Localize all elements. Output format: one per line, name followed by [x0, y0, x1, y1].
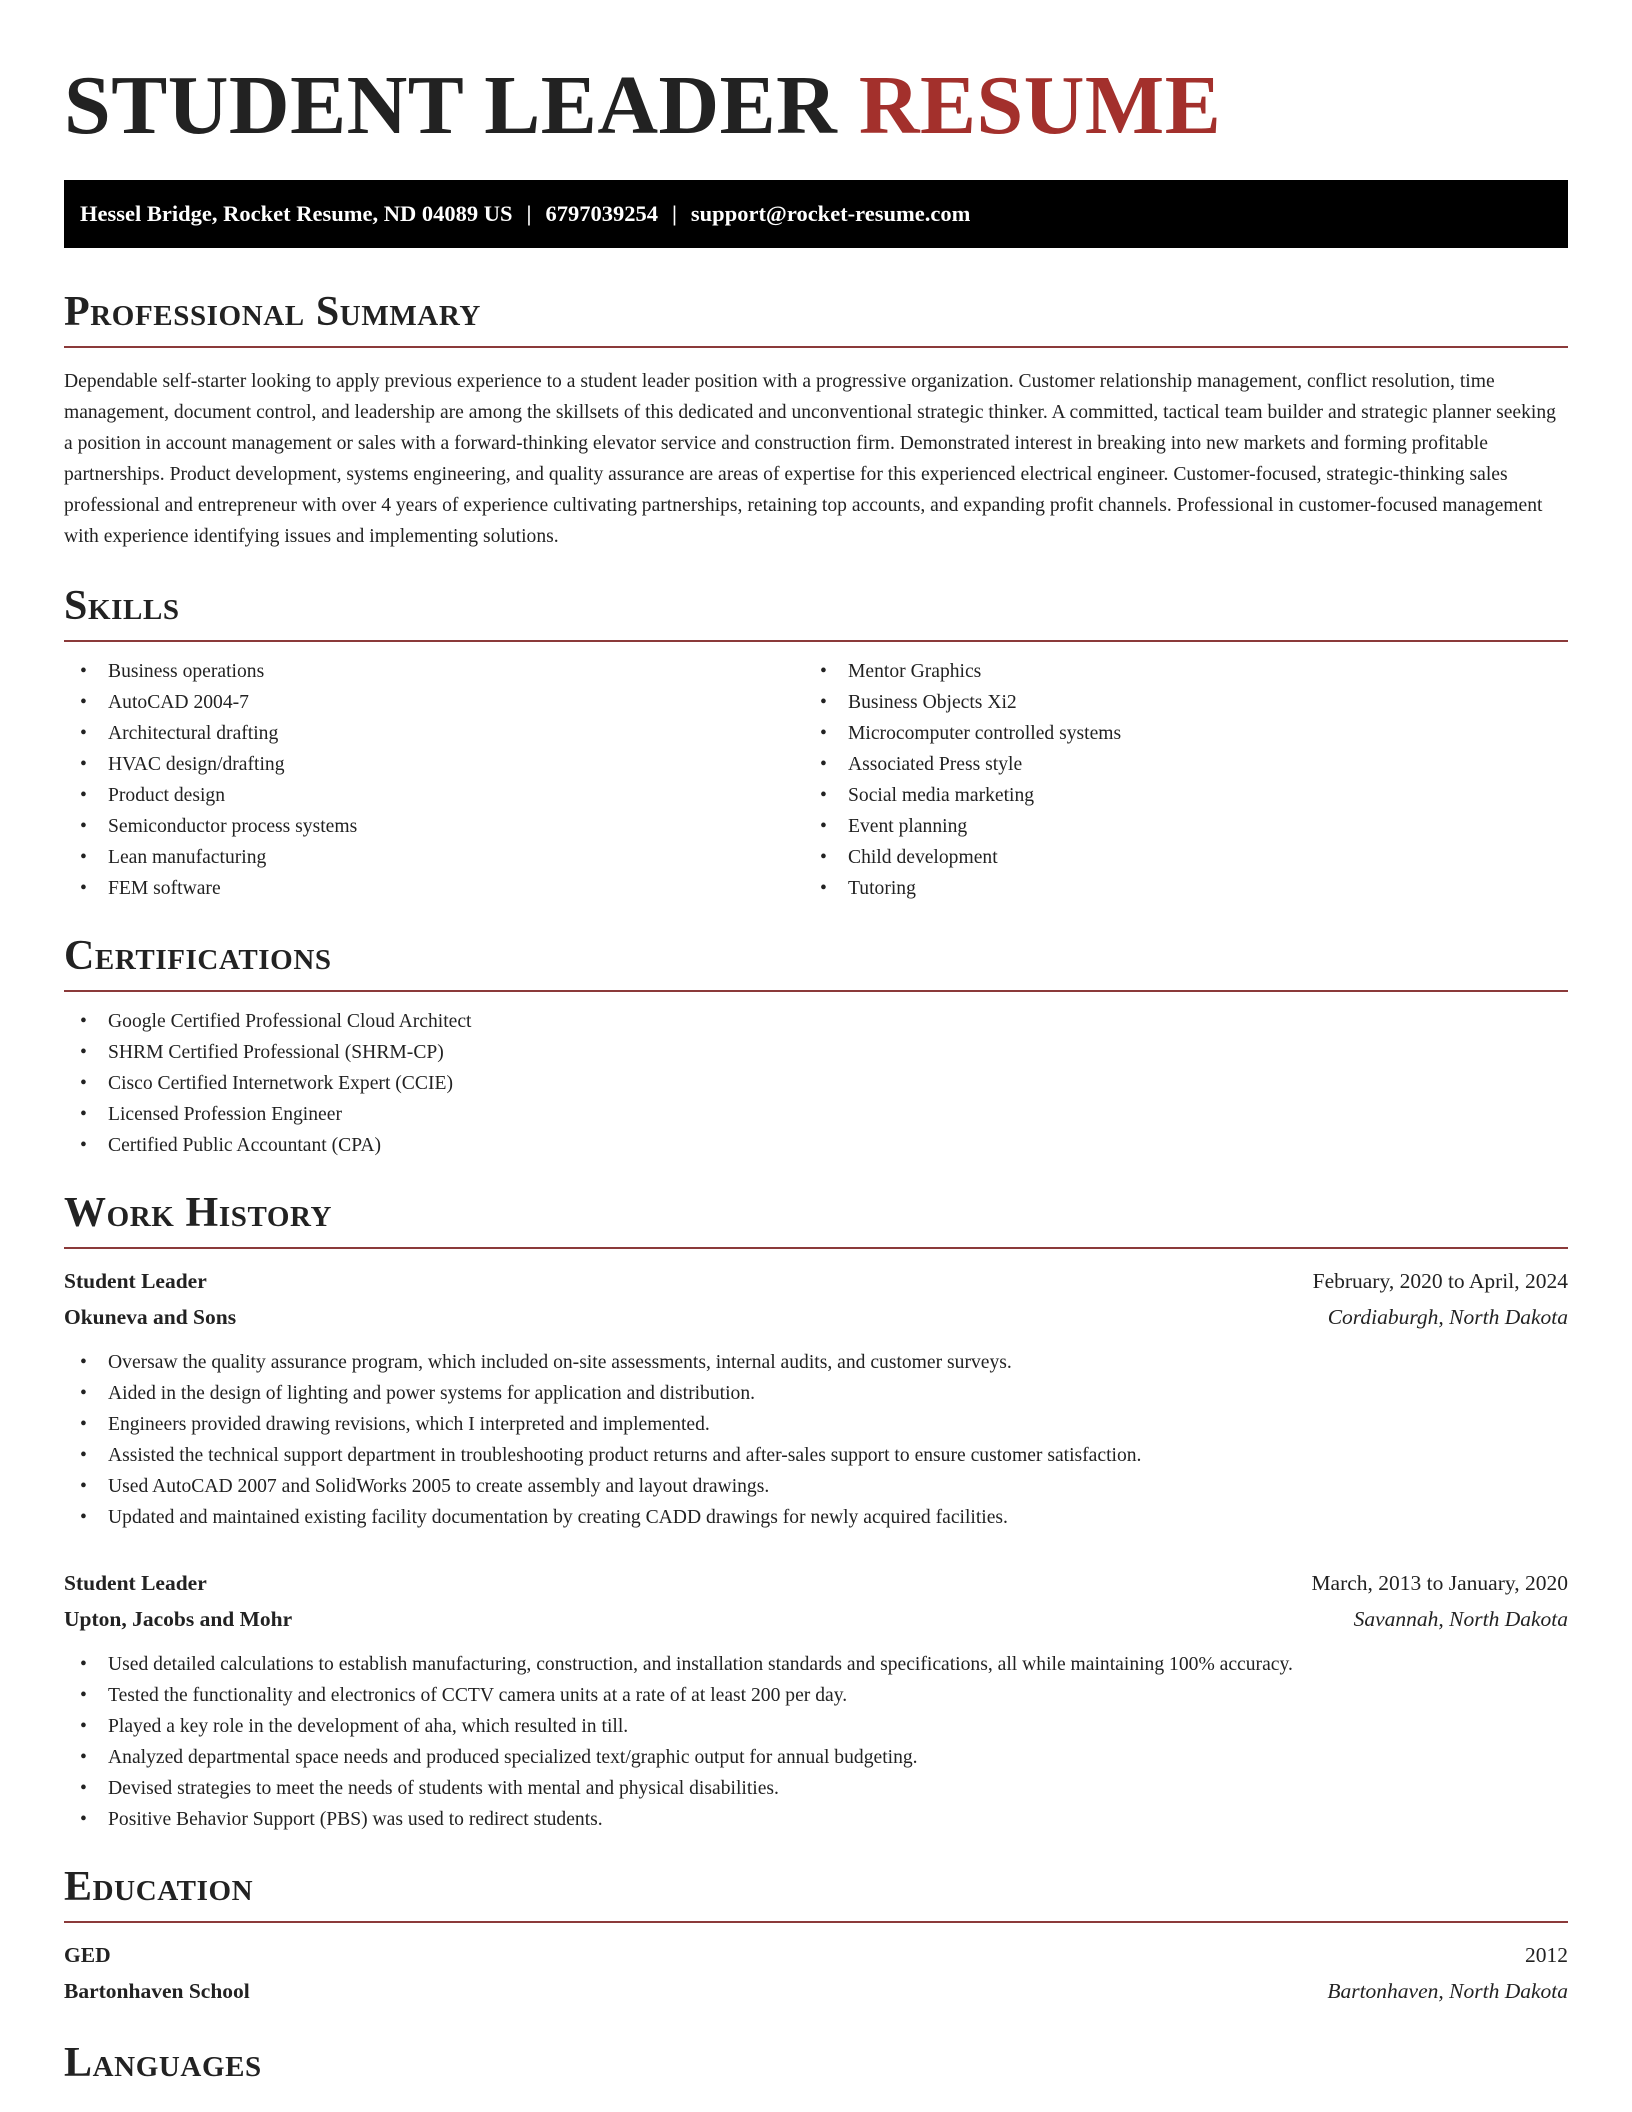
- languages-section: [64, 2037, 1568, 2089]
- skill-item: • HVAC design/drafting: [64, 749, 804, 780]
- section-divider: [64, 990, 1568, 992]
- skill-item: • Microcomputer controlled systems: [804, 718, 1544, 749]
- skill-item: • Architectural drafting: [64, 718, 804, 749]
- contact-email: support@rocket-resume.com: [690, 201, 971, 226]
- section-divider: [64, 1247, 1568, 1249]
- section-heading-certifications: Certifications: [64, 933, 332, 979]
- skill-item: • Tutoring: [804, 873, 1544, 904]
- section-divider: [64, 346, 1568, 348]
- contact-separator: |: [671, 201, 677, 226]
- education-degree: GED: [64, 1943, 111, 1967]
- job-bullet: • Tested the functionality and electronics of CCTV camera units at a rate of at least 200 per day.: [64, 1680, 1568, 1711]
- section-heading-work-history: Work History: [64, 1190, 333, 1236]
- education-school: Bartonhaven School: [64, 1979, 250, 2003]
- job-location: Savannah, North Dakota: [1353, 1607, 1568, 1631]
- summary-text: Dependable self-starter looking to apply previous experience to a student leader position with a progressive organization. Customer relationship management, conflict resolution, time management, document control, and leadership are among the skillsets of this dedicated and unconventional strategic thinker. A committed, tactical team builder and strategic planner seeking a position in account management or sales with a forward-thinking elevator service and construction firm. Demonstrated interest in breaking into new markets and forming profitable partnerships. Product development, systems engineering, and quality assurance are areas of expertise for this experienced electrical engineer. Customer-focused, strategic-thinking sales professional and entrepreneur with over 4 years of experience cultivating partnerships, retaining top accounts, and expanding profit channels. Professional in customer-focused management with experience identifying issues and implementing solutions.: [64, 371, 1556, 547]
- skill-item: • Child development: [804, 842, 1544, 873]
- skill-item: • Associated Press style: [804, 749, 1544, 780]
- job-company-row: [64, 1299, 1568, 1335]
- job-entry: [64, 1263, 1568, 1533]
- education-header-row: [64, 1937, 1568, 1973]
- job-bullet: • Analyzed departmental space needs and produced specialized text/graphic output for annual budgeting.: [64, 1742, 1568, 1773]
- job-title: Student Leader: [64, 1571, 207, 1595]
- education-location: Bartonhaven, North Dakota: [1327, 1979, 1568, 2003]
- job-dates: February, 2020 to April, 2024: [1312, 1269, 1568, 1293]
- skills-list-left: [64, 656, 804, 904]
- certification-item: • Certified Public Accountant (CPA): [64, 1130, 1568, 1161]
- job-dates: March, 2013 to January, 2020: [1311, 1571, 1568, 1595]
- job-bullet: • Assisted the technical support department in troubleshooting product returns and after-sales support to ensure customer satisfaction.: [64, 1440, 1568, 1471]
- education-entry: [64, 1937, 1568, 2009]
- job-location: Cordiaburgh, North Dakota: [1327, 1305, 1568, 1329]
- skill-item: • Business operations: [64, 656, 804, 687]
- education-year: 2012: [1525, 1943, 1568, 1967]
- skill-item: • Event planning: [804, 811, 1544, 842]
- job-bullets: [64, 1347, 1568, 1533]
- job-bullet: • Positive Behavior Support (PBS) was used to redirect students.: [64, 1804, 1568, 1835]
- skills-list-right: [804, 656, 1544, 904]
- job-bullet: • Aided in the design of lighting and power systems for application and distribution.: [64, 1378, 1568, 1409]
- section-heading-skills: Skills: [64, 583, 180, 629]
- skill-item: • Social media marketing: [804, 780, 1544, 811]
- skill-item: • Lean manufacturing: [64, 842, 804, 873]
- job-company-row: [64, 1601, 1568, 1637]
- education-section: [64, 1861, 1568, 2009]
- certifications-section: [64, 930, 1568, 1161]
- contact-bar: [64, 180, 1568, 248]
- certification-item: • SHRM Certified Professional (SHRM-CP): [64, 1037, 1568, 1068]
- certification-item: • Cisco Certified Internetwork Expert (CCIE): [64, 1068, 1568, 1099]
- job-company: Okuneva and Sons: [64, 1305, 237, 1329]
- job-bullet: • Used AutoCAD 2007 and SolidWorks 2005 to create assembly and layout drawings.: [64, 1471, 1568, 1502]
- work-history-section: [64, 1187, 1568, 1835]
- contact-phone: 6797039254: [545, 201, 658, 226]
- skill-item: • FEM software: [64, 873, 804, 904]
- job-bullet: • Devised strategies to meet the needs of students with mental and physical disabilities.: [64, 1773, 1568, 1804]
- summary-section: [64, 286, 1568, 552]
- contact-address: Hessel Bridge, Rocket Resume, ND 04089 US: [80, 201, 513, 226]
- resume-title: [64, 56, 1568, 162]
- section-heading-summary: Professional Summary: [64, 289, 481, 335]
- job-title: Student Leader: [64, 1269, 207, 1293]
- resume-page: [64, 0, 1568, 2089]
- title-part-1: STUDENT LEADER: [64, 59, 838, 152]
- skills-columns: [64, 642, 1568, 904]
- certification-item: • Google Certified Professional Cloud Architect: [64, 1006, 1568, 1037]
- job-company: Upton, Jacobs and Mohr: [64, 1607, 293, 1631]
- title-part-2: RESUME: [858, 59, 1222, 152]
- skill-item: • AutoCAD 2004-7: [64, 687, 804, 718]
- certifications-list: [64, 1006, 1568, 1161]
- skill-item: • Semiconductor process systems: [64, 811, 804, 842]
- certification-item: • Licensed Profession Engineer: [64, 1099, 1568, 1130]
- skills-section: [64, 580, 1568, 904]
- job-bullet: • Played a key role in the development of aha, which resulted in till.: [64, 1711, 1568, 1742]
- section-divider: [64, 1921, 1568, 1923]
- job-bullet: • Oversaw the quality assurance program, which included on-site assessments, internal audits, and customer surveys.: [64, 1347, 1568, 1378]
- job-entry: [64, 1565, 1568, 1835]
- skill-item: • Product design: [64, 780, 804, 811]
- skill-item: • Business Objects Xi2: [804, 687, 1544, 718]
- job-bullets: [64, 1649, 1568, 1835]
- job-bullet: • Used detailed calculations to establish manufacturing, construction, and installation standards and specifications, all while maintaining 100% accuracy.: [64, 1649, 1568, 1680]
- skill-item: • Mentor Graphics: [804, 656, 1544, 687]
- section-heading-education: Education: [64, 1864, 254, 1910]
- job-bullet: • Updated and maintained existing facility documentation by creating CADD drawings for newly acquired facilities.: [64, 1502, 1568, 1533]
- contact-separator: |: [526, 201, 532, 226]
- job-bullet: • Engineers provided drawing revisions, which I interpreted and implemented.: [64, 1409, 1568, 1440]
- job-header-row: [64, 1565, 1568, 1601]
- education-school-row: [64, 1973, 1568, 2009]
- section-heading-languages: Languages: [64, 2040, 262, 2086]
- job-header-row: [64, 1263, 1568, 1299]
